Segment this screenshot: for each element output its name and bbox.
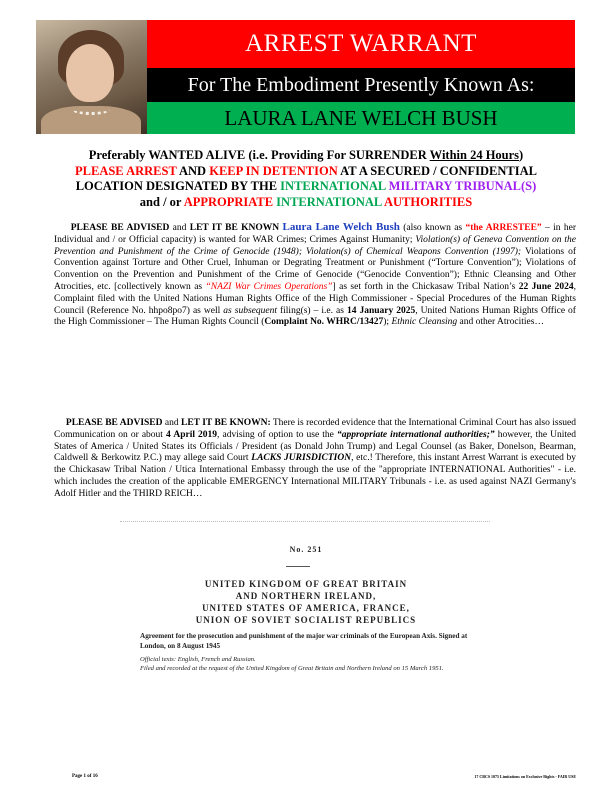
treaty-rule (286, 566, 310, 567)
warrant-heading (36, 148, 576, 210)
page-number: Page 1 of 16 (72, 774, 98, 779)
section-divider (120, 521, 490, 522)
warrant-banner (36, 20, 575, 134)
footer-reference: 17 CBCS 1075 Limitations on Exclusive Rights - FAIR USE (474, 774, 576, 779)
subject-name-inline: Laura Lane Welch Bush (282, 221, 400, 233)
warrant-title: ARREST WARRANT (147, 20, 575, 68)
treaty-parties: UNITED KINGDOM OF GREAT BRITAIN AND NORTHERN IRELAND, UNITED STATES OF AMERICA, FRANCE, UNION OF SOVIET SOCIALIST REPUBLICS (195, 579, 417, 625)
treaty-official-texts: Official texts: English, French and Russian. Filed and recorded at the request of the United Kingdom of Great Britain and Northern Ireland on 15 March 1951. (140, 656, 444, 672)
treaty-number: No. 251 (289, 545, 323, 554)
heading-line-1: Preferably WANTED ALIVE (i.e. Providing For SURRENDER Within 24 Hours) (88, 148, 524, 162)
heading-line-2: PLEASE ARREST AND KEEP IN DETENTION AT A SECURED / CONFIDENTIAL (75, 163, 537, 178)
subject-name: LAURA LANE WELCH BUSH (147, 102, 575, 134)
paragraph-2: PLEASE BE ADVISED and LET IT BE KNOWN: There is recorded evidence that the International Criminal Court has also issued Communication on or about 4 April 2019, advising of option to use the “appropriate international authorities;” however, the United States of America / United States its Officials / President (as Donald John Trump) and Legal Counsel (as Baker, Donelson, Bearman, Caldwell & Berkowitz P.C.) may allege said Court LACKS JURISDICTION, etc.! Therefore, this instant Arrest Warrant is executed by the Chickasaw Tribal Nation / Utica International Embassy through the use of the "appropriate INTERNATIONAL Authorities" - i.e. which includes the creation of the applicable EMERGENCY International MILITARY Tribunals - i.e. as used against NAZI Germany's Adolf Hitler and the THIRD REICH… (54, 418, 577, 499)
treaty-agreement: Agreement for the prosecution and punishment of the major war criminals of the European Axis. Signed at London, on 8 August 1945 (140, 632, 468, 650)
subject-photo (36, 20, 147, 134)
warrant-subtitle: For The Embodiment Presently Known As: (147, 68, 575, 102)
heading-line-3: LOCATION DESIGNATED BY THE INTERNATIONAL MILITARY TRIBUNAL(S) (75, 179, 537, 193)
heading-line-4: and / or APPROPRIATE INTERNATIONAL AUTHORITIES (139, 194, 473, 209)
paragraph-1: PLEASE BE ADVISED and LET IT BE KNOWN Laura Lane Welch Bush (also known as “the ARRESTEE” – in her Individual and / or Official capacity) is wanted for WAR Crimes; Crimes Against Humanity; Violation(s) of Geneva Convention on the Prevention and Punishment of the Crime of Genocide (1948); Violation(s) of Chemical Weapons Convention (1997); Violations of Convention against Torture and Other Cruel, Inhuman or Degrating Treatment or Punishment (“Torture Convention”); Violations of Convention on the Prevention and Punishment of the Crime of Genocide (“Genocide Convention”); Ethnic Cleansing and Other Atrocities, etc. [collectively known as “NAZI War Crimes Operations”] as set forth in the Chickasaw Tribal Nation’s 22 June 2024, Complaint filed with the United Nations Human Rights Office of the High Commissioner - Special Procedures of the Human Rights Council (Reference No. hhpo8po7) as well as subsequent filing(s) – i.e. as 14 January 2025, United Nations Human Rights Office of the High Commissioner – The Human Rights Council (Complaint No. WHRC/13427); Ethnic Cleansing and other Atrocities… (54, 221, 577, 328)
